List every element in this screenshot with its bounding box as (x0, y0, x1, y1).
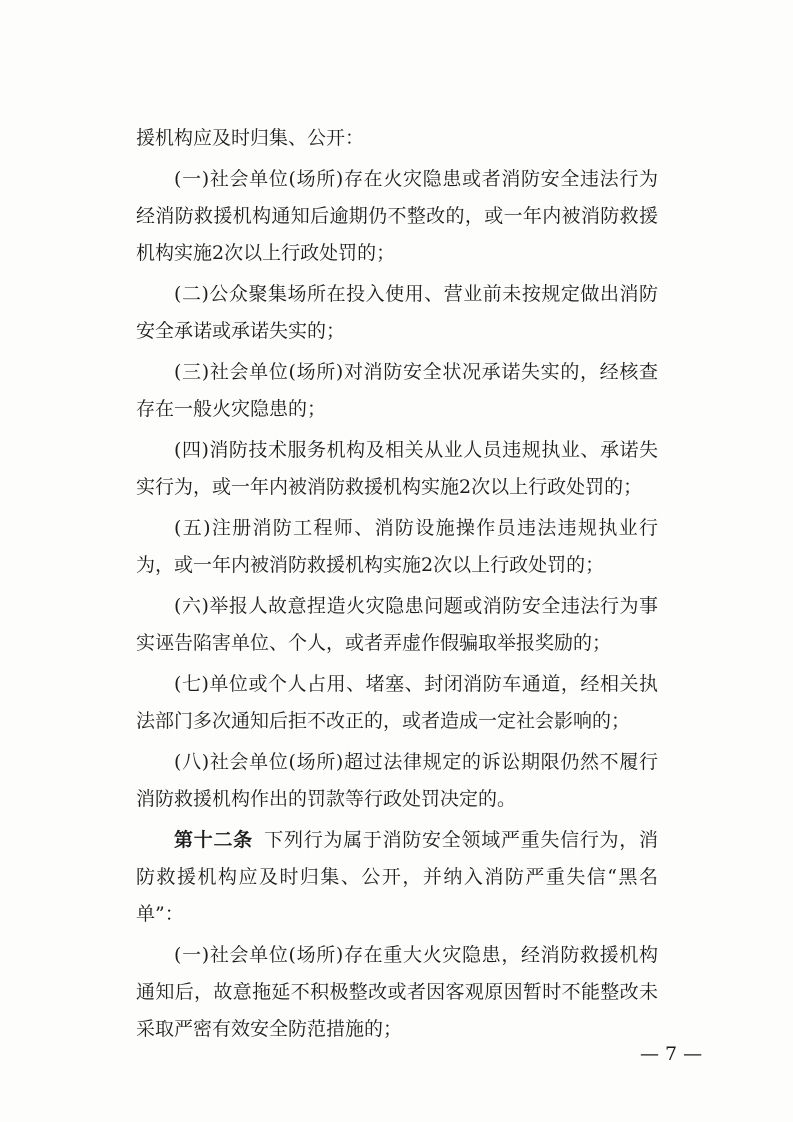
list-item-4: (四)消防技术服务机构及相关从业人员违规执业、承诺失实行为，或一年内被消防救援机构实施2次以上行政处罚的； (136, 439, 658, 498)
list-item-5: (五)注册消防工程师、消防设施操作员违法违规执业行为，或一年内被消防救援机构实施2次以上行政处罚的； (136, 517, 658, 576)
article-text: 下列行为属于消防安全领域严重失信行为，消防救援机构应及时归集、公开，并纳入消防严重失信“黑名单”： (136, 829, 658, 925)
paragraph-continuation: 援机构应及时归集、公开： (136, 127, 365, 149)
list-item-8: (八)社会单位(场所)超过法律规定的诉讼期限仍然不履行消防救援机构作出的罚款等行政处罚决定的。 (136, 751, 658, 810)
article-paragraph (136, 822, 658, 933)
body-text (136, 120, 658, 1052)
list-item-6: (六)举报人故意捏造火灾隐患问题或消防安全违法行为事实诬告陷害单位、个人，或者弄虚作假骗取举报奖励的； (136, 595, 658, 654)
list-item-2: (二)公众聚集场所在投入使用、营业前未按规定做出消防安全承诺或承诺失实的； (136, 283, 658, 342)
list-item-7: (七)单位或个人占用、堵塞、封闭消防车通道，经相关执法部门多次通知后拒不改正的，或者造成一定社会影响的； (136, 673, 658, 732)
article-heading: 第十二条 (174, 829, 253, 851)
list-item-1: (一)社会单位(场所)存在火灾隐患或者消防安全违法行为经消防救援机构通知后逾期仍不整改的，或一年内被消防救援机构实施2次以上行政处罚的； (136, 168, 658, 264)
article-list-item-1: (一)社会单位(场所)存在重大火灾隐患，经消防救援机构通知后，故意拖延不积极整改或者因客观原因暂时不能整改未采取严密有效安全防范措施的； (136, 944, 658, 1040)
list-item-3: (三)社会单位(场所)对消防安全状况承诺失实的，经核查存在一般火灾隐患的； (136, 361, 658, 420)
page-number: — 7 — (640, 1043, 703, 1065)
